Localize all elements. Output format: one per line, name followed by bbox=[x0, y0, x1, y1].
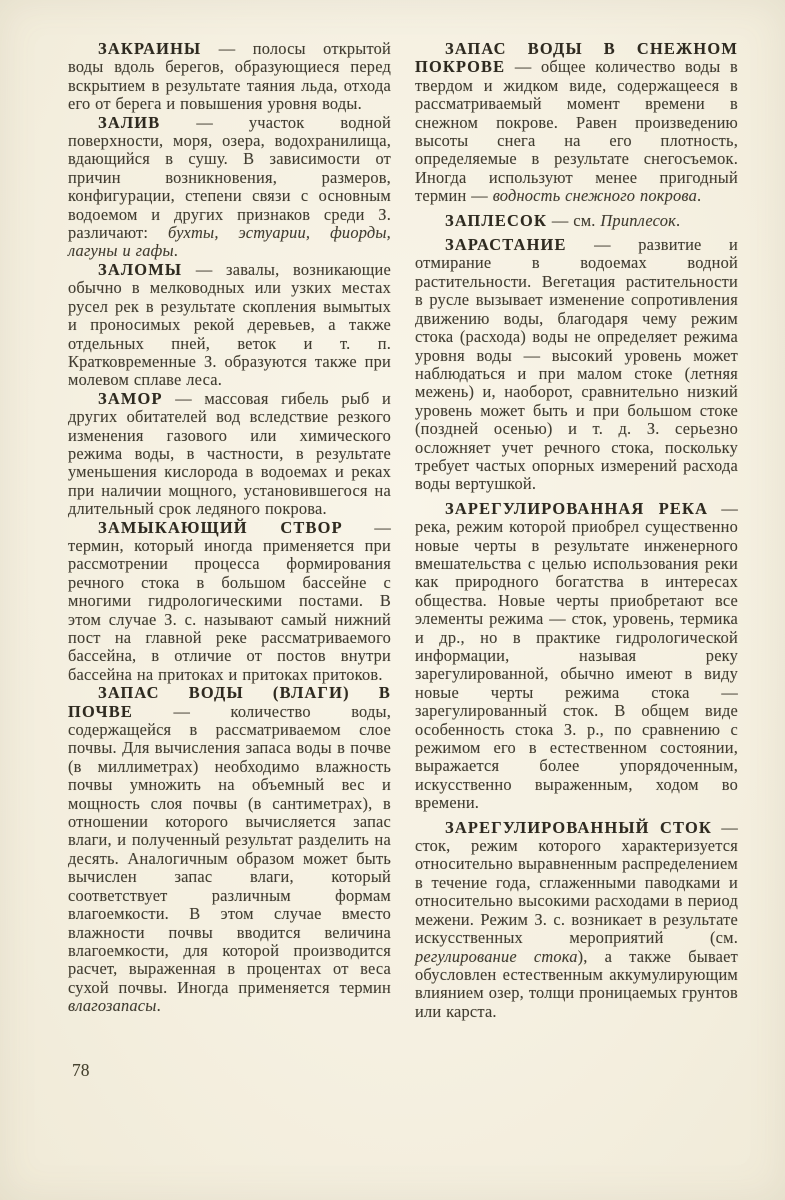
entry-term: ЗАПЛЕСОК bbox=[445, 210, 548, 230]
definition-text: . bbox=[675, 210, 681, 230]
dictionary-entry bbox=[68, 684, 391, 1015]
dictionary-entry bbox=[415, 212, 738, 230]
definition-text: — общее количество воды в твердом и жидком виде, содержащееся в рассматриваемый момент времени в снежном покрове. Равен произведению высоты снега на его плотность, определяемые в результате снегосъемок. Иногда используют менее пригодный термин — bbox=[415, 57, 738, 206]
dictionary-entry bbox=[415, 819, 738, 1021]
dictionary-entry bbox=[415, 236, 738, 494]
definition-text: — см. bbox=[547, 210, 601, 230]
cross-reference-italic: Приплесок bbox=[600, 210, 676, 230]
definition-text: — полосы открытой воды вдоль берегов, образующиеся перед вскрытием в результате таяния льда, отхода его от берега и повышения уровня воды. bbox=[68, 39, 391, 114]
definition-text: — завалы, возникающие обычно в мелководных или узких местах русел рек в результате скопления вымытых и проносимых рекой деревьев, а также отдельных пней, веток и т. п. Кратковременные З. образуются также при молевом сплаве леса. bbox=[68, 259, 391, 390]
definition-text: — количество воды, содержащейся в рассматриваемом слое почвы. Для вычисления запаса воды в почве (в миллиметрах) необходимо влажность почвы умножить на объемный вес и мощность слоя почвы (в сантиметрах), в отношении которого вычисляется запас влаги, и полученный результат разделить на десять. Аналогичным образом может быть вычислен запас влаги, который соответствует различным формам влагоемкости. В этом случае вместо влажности почвы вводится величина влагоемкости, для которой производится расчет, выраженная в процентах от веса сухой почвы. Иногда применяется термин bbox=[68, 701, 391, 997]
dictionary-entry bbox=[68, 261, 391, 390]
right-column bbox=[415, 40, 738, 1021]
definition-text: — массовая гибель рыб и других обитателей вод вследствие резкого изменения газового или химического режима воды, в частности, в результате уменьшения кислорода в водоемах и реках при наличии мощного, установившегося на длительный срок ледяного покрова. bbox=[68, 388, 391, 519]
dictionary-entry bbox=[68, 390, 391, 519]
entry-term: ЗАРАСТАНИЕ bbox=[445, 235, 567, 255]
entry-term: ЗАЛИВ bbox=[98, 112, 161, 132]
entry-term: ЗАРЕГУЛИРОВАННЫЙ СТОК bbox=[445, 817, 713, 837]
definition-text: — река, режим которой приобрел существенно новые черты в результате инженерного вмешательства с целью использования реки как природного богатства в интересах общества. Новые черты приобретают все элементы режима — сток, уровень, термика и др., но в практике гидрологической информации, называя реку зарегулированной, обычно имеют в виду новые черты режима стока — зарегулированный сток. В общем виде особенность стока З. р., по сравнению с режимом его в естественном состоянии, выражается более упорядоченным, искусственно выраженным, ходом во времени. bbox=[415, 498, 738, 813]
definition-text: . bbox=[697, 186, 702, 206]
entry-term: ЗАМОР bbox=[98, 388, 163, 408]
entry-term: ЗАЛОМЫ bbox=[98, 259, 183, 279]
entry-term: ЗАМЫКАЮЩИЙ СТВОР bbox=[98, 517, 343, 537]
cross-reference-italic: водность снежного покрова bbox=[492, 186, 698, 206]
definition-text: — термин, который иногда применяется при рассмотрении процесса формирования речного стока в большом бассейне с многими гидрологическими постами. В этом случае З. с. называют самый нижний пост на главной реке рассматриваемого бассейна, в отличие от постов внутри бассейна на притоках и притоках притоков. bbox=[68, 517, 391, 684]
dictionary-entry bbox=[68, 114, 391, 261]
entry-term: ЗАПАС ВОДЫ (ВЛАГИ) В ПОЧВЕ bbox=[68, 683, 391, 721]
definition-text: ), а также бывает обусловлен естественным аккумулирующим влиянием озер, толщи проницаемых грунтов или карста. bbox=[415, 946, 738, 1021]
dictionary-entry bbox=[415, 40, 738, 206]
cross-reference-italic: регулирование стока bbox=[415, 946, 578, 966]
page-number: 78 bbox=[72, 1060, 90, 1080]
definition-text: — участок водной поверхности, моря, озера, водохранилища, вдающийся в сушу. В зависимости от причин возникновения, размеров, конфигурации, степени связи с основным водоемом и других признаков среди З. различают: bbox=[68, 112, 391, 243]
definition-text: . bbox=[156, 996, 161, 1016]
cross-reference-italic: влагозапасы bbox=[68, 996, 157, 1016]
definition-text: . bbox=[173, 241, 179, 261]
entry-term: ЗАРЕГУЛИРОВАННАЯ РЕКА bbox=[445, 498, 709, 518]
cross-reference-italic: бухты, эстуарии, фиорды, лагуны и гафы bbox=[68, 223, 391, 261]
dictionary-entry bbox=[68, 519, 391, 685]
entry-term: ЗАПАС ВОДЫ В СНЕЖНОМ ПОКРОВЕ bbox=[415, 39, 738, 77]
definition-text: — развитие и отмирание в водоемах водной растительности. Вегетация растительности в русле вызывает изменение сопротивления движению воды, благодаря чему режим стока (расхода) воды не определяет режима уровня воды — высокий уровень может наблюдаться и при малом стоке (летняя межень) и, наоборот, сравнительно низкий уровень может быть и при большом стоке (поздней осенью) и т. д. З. серьезно осложняет учет речного стока, поскольку требует частых опорных измерений расхода воды вертушкой. bbox=[415, 235, 738, 494]
dictionary-entry bbox=[68, 40, 391, 114]
dictionary-entry bbox=[415, 500, 738, 813]
definition-text: — сток, режим которого характеризуется относительно выравненным распределением в течение года, сглаженными паводками и относительно высокими расходами в период межени. Режим З. с. возникает в результате искусственных мероприятий (см. bbox=[415, 817, 738, 948]
left-column bbox=[68, 40, 391, 1021]
entry-term: ЗАКРАИНЫ bbox=[98, 39, 202, 58]
